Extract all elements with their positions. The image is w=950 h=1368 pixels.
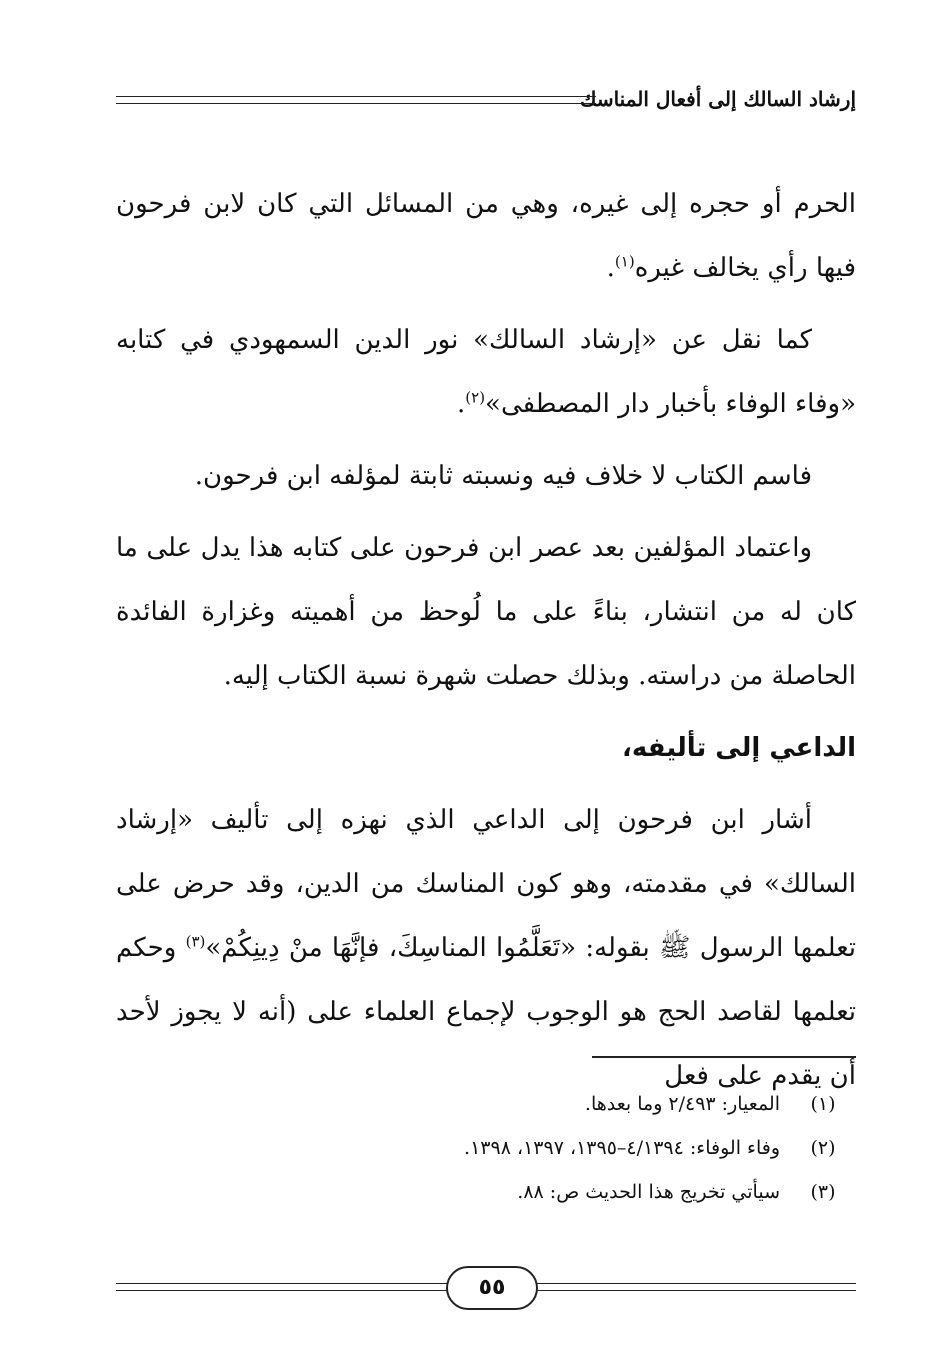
paragraph-2-end: . [457, 389, 466, 419]
footnote-ref-2[interactable]: (٢) [465, 388, 486, 407]
paragraph-2 [116, 308, 856, 436]
section-heading: الداعي إلى تأليفه، [621, 733, 856, 763]
footnote-ref-1[interactable]: (١) [614, 252, 635, 271]
footnote-3 [156, 1170, 856, 1214]
running-header [116, 84, 856, 118]
paragraph-5-text-b: وحكم تعلمها لقاصد الحج هو الوجوب لإجماع العلماء على (أنه لا يجوز لأحد أن يقدم على فعل [116, 933, 856, 1091]
footnote-3-text: سيأتي تخريج هذا الحديث ص: ٨٨. [517, 1181, 780, 1203]
body-text [116, 172, 856, 1108]
paragraph-1 [116, 172, 856, 300]
footnote-ref-3[interactable]: (٣) [185, 932, 206, 951]
footnote-separator [592, 1056, 856, 1058]
paragraph-1-end: . [606, 253, 615, 283]
paragraph-5 [116, 788, 856, 1108]
paragraph-5-text-a: أشار ابن فرحون إلى الداعي الذي نهزه إلى تأليف «إرشاد السالك» في مقدمته، وهو كون المناسك من الدين، وقد حرض على تعلمها الرسول ﷺ بقوله: «تَعَلَّمُوا المناسِكَ، فإنَّهَا منْ دِينِكُمْ» [116, 805, 856, 963]
paragraph-4: واعتماد المؤلفين بعد عصر ابن فرحون على كتابه هذا يدل على ما كان له من انتشار، بناءً على ما لُوحظ من أهميته وغزارة الفائدة الحاصلة من دراسته. وبذلك حصلت شهرة نسبة الكتاب إليه. [116, 533, 856, 691]
header-double-rule [116, 96, 596, 104]
footnotes [156, 1082, 856, 1214]
paragraph-2-text: كما نقل عن «إرشاد السالك» نور الدين السمهودي في كتابه «وفاء الوفاء بأخبار دار المصطفى» [116, 325, 856, 419]
footnote-1 [156, 1082, 856, 1126]
footnote-2-text: وفاء الوفاء: ٤/١٣٩٤–١٣٩٥، ١٣٩٧، ١٣٩٨. [464, 1137, 780, 1159]
footnote-2 [156, 1126, 856, 1170]
page-number: ٥٥ [446, 1266, 538, 1310]
footnote-2-number: (٢) [810, 1137, 836, 1159]
footnote-1-text: المعيار: ٢/٤٩٣ وما بعدها. [584, 1093, 780, 1115]
running-header-title: إرشاد السالك إلى أفعال المناسك [568, 84, 856, 114]
footer-rule-right [532, 1283, 856, 1291]
paragraph-1-text: الحرم أو حجره إلى غيره، وهي من المسائل التي كان لابن فرحون فيها رأي يخالف غيره [116, 189, 856, 283]
footnote-1-number: (١) [810, 1093, 836, 1115]
paragraph-3: فاسم الكتاب لا خلاف فيه ونسبته ثابتة لمؤلفه ابن فرحون. [194, 461, 812, 491]
footer-rule-left [116, 1283, 448, 1291]
footnote-3-number: (٣) [810, 1181, 836, 1203]
